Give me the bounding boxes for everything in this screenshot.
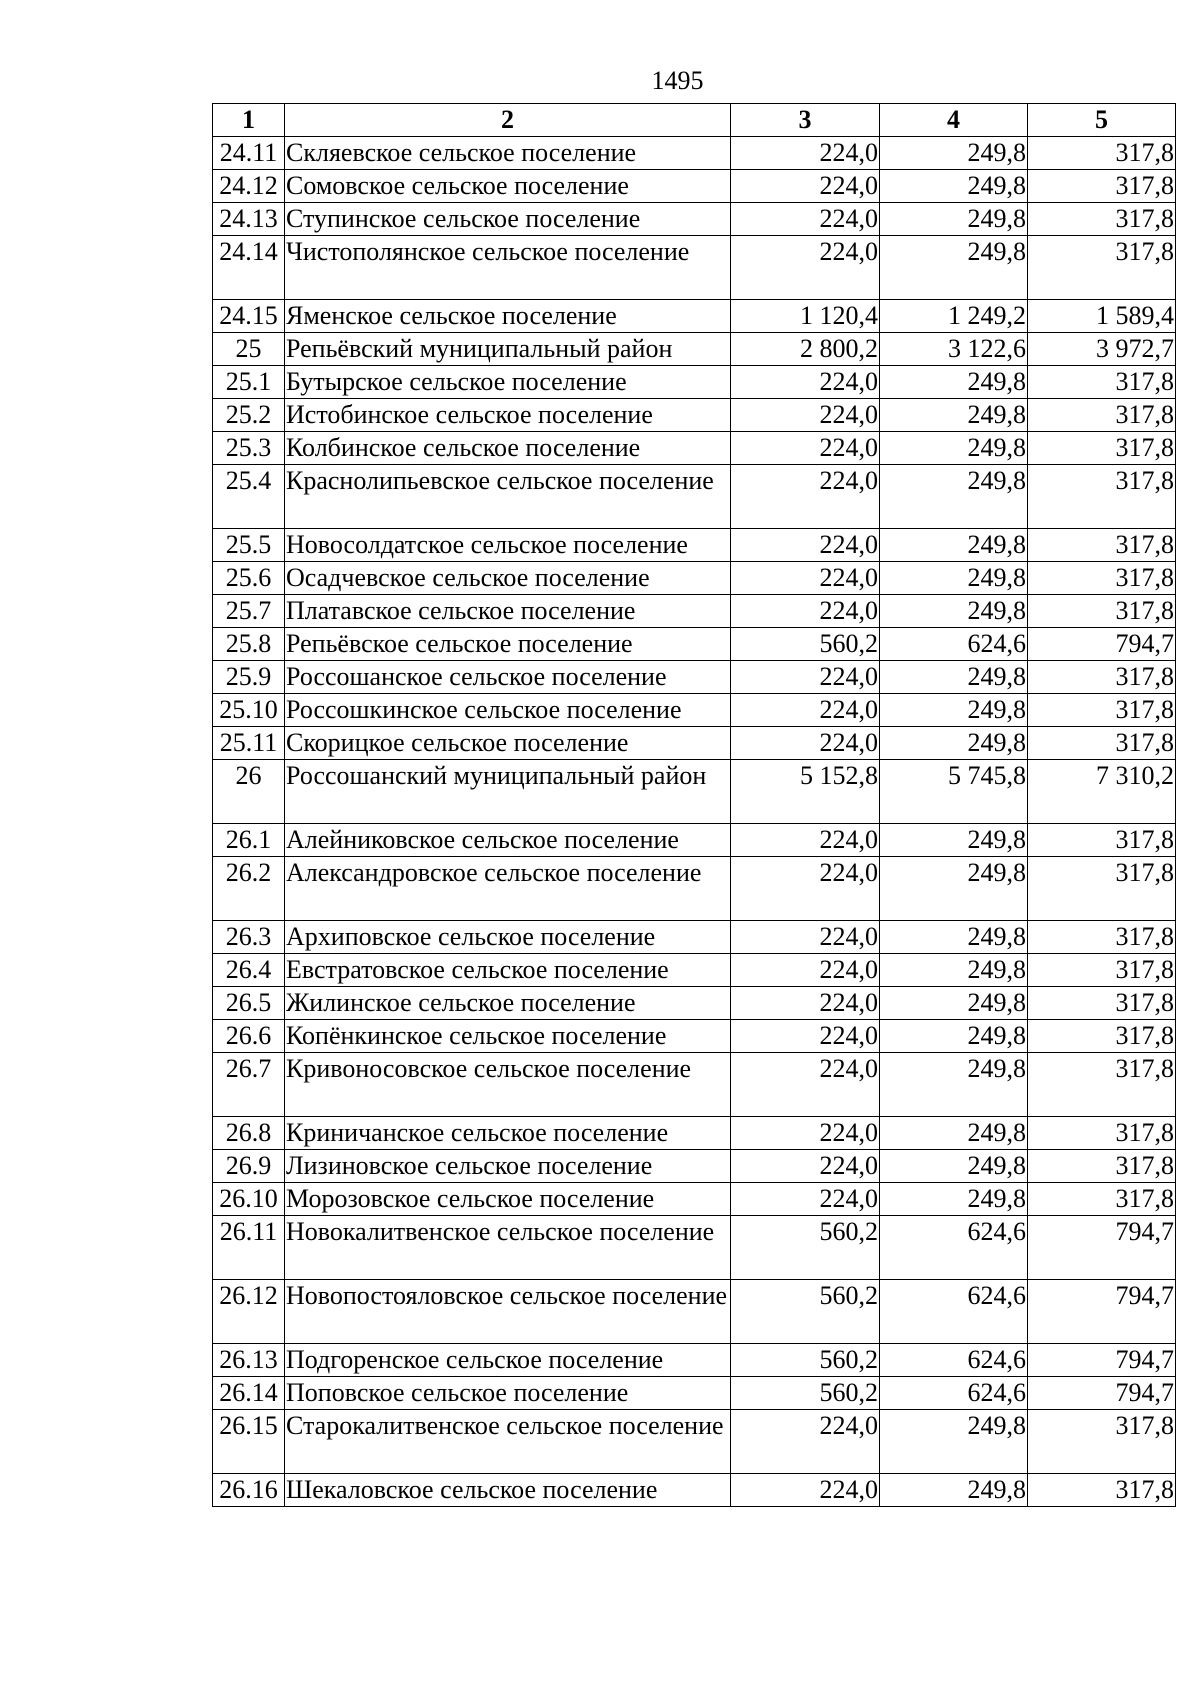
table-row [213, 1216, 1176, 1280]
value-col4-cell: 249,8 [880, 824, 1028, 857]
table-row [213, 987, 1176, 1020]
value-col3-cell: 224,0 [731, 987, 880, 1020]
value-col5-cell: 317,8 [1028, 432, 1176, 465]
row-number-cell: 26.9 [213, 1150, 285, 1183]
settlement-name-cell: Александровское сельское поселение [285, 857, 731, 921]
value-col3-cell: 560,2 [731, 628, 880, 661]
value-col5-cell: 1 589,4 [1028, 300, 1176, 333]
value-col5-cell: 317,8 [1028, 1020, 1176, 1053]
value-col5-cell: 794,7 [1028, 1280, 1176, 1344]
row-number-cell: 26.7 [213, 1053, 285, 1117]
table-row [213, 529, 1176, 562]
table-row [213, 727, 1176, 760]
row-number-cell: 25.6 [213, 562, 285, 595]
settlement-name-cell: Краснолипьевское сельское поселение [285, 465, 731, 529]
settlement-name-cell: Старокалитвенское сельское поселение [285, 1410, 731, 1474]
value-col5-cell: 317,8 [1028, 987, 1176, 1020]
row-number-cell: 25.3 [213, 432, 285, 465]
value-col3-cell: 224,0 [731, 366, 880, 399]
value-col3-cell: 224,0 [731, 1410, 880, 1474]
table-row [213, 203, 1176, 236]
table-row [213, 694, 1176, 727]
settlement-name-cell: Скорицкое сельское поселение [285, 727, 731, 760]
row-number-cell: 25.10 [213, 694, 285, 727]
table-row [213, 300, 1176, 333]
row-number-cell: 26.8 [213, 1117, 285, 1150]
settlement-name-cell: Алейниковское сельское поселение [285, 824, 731, 857]
value-col4-cell: 624,6 [880, 1377, 1028, 1410]
table-row [213, 1020, 1176, 1053]
value-col3-cell: 224,0 [731, 236, 880, 300]
row-number-cell: 25.1 [213, 366, 285, 399]
value-col4-cell: 249,8 [880, 661, 1028, 694]
value-col3-cell: 224,0 [731, 1183, 880, 1216]
row-number-cell: 24.13 [213, 203, 285, 236]
value-col3-cell: 224,0 [731, 954, 880, 987]
value-col5-cell: 317,8 [1028, 1150, 1176, 1183]
row-number-cell: 24.12 [213, 170, 285, 203]
settlement-name-cell: Поповское сельское поселение [285, 1377, 731, 1410]
table-row [213, 1474, 1176, 1507]
value-col5-cell: 317,8 [1028, 465, 1176, 529]
value-col3-cell: 224,0 [731, 203, 880, 236]
settlement-name-cell: Морозовское сельское поселение [285, 1183, 731, 1216]
value-col4-cell: 5 745,8 [880, 760, 1028, 824]
value-col4-cell: 249,8 [880, 1183, 1028, 1216]
value-col4-cell: 249,8 [880, 366, 1028, 399]
settlement-name-cell: Платавское сельское поселение [285, 595, 731, 628]
value-col3-cell: 224,0 [731, 1474, 880, 1507]
settlement-name-cell: Россошанский муниципальный район [285, 760, 731, 824]
value-col4-cell: 249,8 [880, 1410, 1028, 1474]
row-number-cell: 25.5 [213, 529, 285, 562]
value-col4-cell: 249,8 [880, 1150, 1028, 1183]
row-number-cell: 26.4 [213, 954, 285, 987]
value-col4-cell: 624,6 [880, 1344, 1028, 1377]
row-number-cell: 25.9 [213, 661, 285, 694]
table-body [213, 137, 1176, 1507]
settlement-name-cell: Яменское сельское поселение [285, 300, 731, 333]
row-number-cell: 26.12 [213, 1280, 285, 1344]
value-col5-cell: 317,8 [1028, 661, 1176, 694]
value-col5-cell: 794,7 [1028, 1344, 1176, 1377]
value-col5-cell: 317,8 [1028, 921, 1176, 954]
table-row [213, 366, 1176, 399]
row-number-cell: 26.14 [213, 1377, 285, 1410]
value-col4-cell: 249,8 [880, 432, 1028, 465]
value-col4-cell: 249,8 [880, 236, 1028, 300]
value-col4-cell: 1 249,2 [880, 300, 1028, 333]
column-header-4: 4 [880, 104, 1028, 137]
value-col5-cell: 317,8 [1028, 954, 1176, 987]
row-number-cell: 24.15 [213, 300, 285, 333]
row-number-cell: 25.7 [213, 595, 285, 628]
table-row [213, 954, 1176, 987]
table-row [213, 1117, 1176, 1150]
value-col3-cell: 224,0 [731, 1053, 880, 1117]
value-col4-cell: 249,8 [880, 1474, 1028, 1507]
value-col4-cell: 249,8 [880, 1053, 1028, 1117]
table-header-row [213, 104, 1176, 137]
value-col5-cell: 317,8 [1028, 170, 1176, 203]
settlement-name-cell: Подгоренское сельское поселение [285, 1344, 731, 1377]
column-header-5: 5 [1028, 104, 1176, 137]
value-col4-cell: 249,8 [880, 399, 1028, 432]
table-row [213, 1377, 1176, 1410]
table-row [213, 333, 1176, 366]
value-col4-cell: 3 122,6 [880, 333, 1028, 366]
settlement-name-cell: Бутырское сельское поселение [285, 366, 731, 399]
value-col5-cell: 317,8 [1028, 1474, 1176, 1507]
value-col4-cell: 249,8 [880, 529, 1028, 562]
value-col5-cell: 3 972,7 [1028, 333, 1176, 366]
settlement-name-cell: Сомовское сельское поселение [285, 170, 731, 203]
table-row [213, 661, 1176, 694]
value-col3-cell: 224,0 [731, 824, 880, 857]
value-col3-cell: 224,0 [731, 694, 880, 727]
value-col3-cell: 224,0 [731, 857, 880, 921]
table-row [213, 1053, 1176, 1117]
row-number-cell: 25.11 [213, 727, 285, 760]
settlement-name-cell: Репьёвское сельское поселение [285, 628, 731, 661]
row-number-cell: 26.3 [213, 921, 285, 954]
settlement-name-cell: Копёнкинское сельское поселение [285, 1020, 731, 1053]
row-number-cell: 24.11 [213, 137, 285, 170]
table-row [213, 921, 1176, 954]
value-col3-cell: 224,0 [731, 1020, 880, 1053]
value-col5-cell: 317,8 [1028, 203, 1176, 236]
value-col4-cell: 249,8 [880, 954, 1028, 987]
value-col5-cell: 317,8 [1028, 399, 1176, 432]
value-col4-cell: 249,8 [880, 203, 1028, 236]
row-number-cell: 26.1 [213, 824, 285, 857]
row-number-cell: 26.11 [213, 1216, 285, 1280]
value-col3-cell: 224,0 [731, 727, 880, 760]
value-col3-cell: 224,0 [731, 170, 880, 203]
value-col5-cell: 794,7 [1028, 628, 1176, 661]
value-col5-cell: 317,8 [1028, 595, 1176, 628]
table-row [213, 1150, 1176, 1183]
column-header-1: 1 [213, 104, 285, 137]
value-col3-cell: 224,0 [731, 529, 880, 562]
row-number-cell: 24.14 [213, 236, 285, 300]
settlement-name-cell: Ступинское сельское поселение [285, 203, 731, 236]
settlement-name-cell: Жилинское сельское поселение [285, 987, 731, 1020]
value-col5-cell: 317,8 [1028, 529, 1176, 562]
table-row [213, 399, 1176, 432]
value-col5-cell: 317,8 [1028, 236, 1176, 300]
table-row [213, 236, 1176, 300]
value-col4-cell: 249,8 [880, 921, 1028, 954]
row-number-cell: 26.5 [213, 987, 285, 1020]
row-number-cell: 25 [213, 333, 285, 366]
settlement-name-cell: Истобинское сельское поселение [285, 399, 731, 432]
table-row [213, 1344, 1176, 1377]
settlement-name-cell: Лизиновское сельское поселение [285, 1150, 731, 1183]
row-number-cell: 25.4 [213, 465, 285, 529]
value-col5-cell: 317,8 [1028, 137, 1176, 170]
value-col5-cell: 7 310,2 [1028, 760, 1176, 824]
settlement-name-cell: Архиповское сельское поселение [285, 921, 731, 954]
settlement-name-cell: Репьёвский муниципальный район [285, 333, 731, 366]
value-col3-cell: 1 120,4 [731, 300, 880, 333]
settlement-name-cell: Кривоносовское сельское поселение [285, 1053, 731, 1117]
row-number-cell: 26.2 [213, 857, 285, 921]
row-number-cell: 25.2 [213, 399, 285, 432]
value-col3-cell: 560,2 [731, 1344, 880, 1377]
table-row [213, 760, 1176, 824]
value-col4-cell: 249,8 [880, 694, 1028, 727]
row-number-cell: 26 [213, 760, 285, 824]
value-col3-cell: 224,0 [731, 137, 880, 170]
value-col4-cell: 249,8 [880, 1020, 1028, 1053]
table-row [213, 628, 1176, 661]
value-col4-cell: 249,8 [880, 562, 1028, 595]
value-col5-cell: 317,8 [1028, 1183, 1176, 1216]
settlement-name-cell: Россошкинское сельское поселение [285, 694, 731, 727]
value-col4-cell: 249,8 [880, 595, 1028, 628]
value-col4-cell: 249,8 [880, 1117, 1028, 1150]
settlement-name-cell: Осадчевское сельское поселение [285, 562, 731, 595]
value-col5-cell: 317,8 [1028, 694, 1176, 727]
value-col4-cell: 249,8 [880, 465, 1028, 529]
value-col3-cell: 224,0 [731, 595, 880, 628]
settlement-name-cell: Чистополянское сельское поселение [285, 236, 731, 300]
table-row [213, 1280, 1176, 1344]
value-col4-cell: 249,8 [880, 857, 1028, 921]
settlement-name-cell: Россошанское сельское поселение [285, 661, 731, 694]
value-col4-cell: 249,8 [880, 137, 1028, 170]
table-row [213, 562, 1176, 595]
value-col3-cell: 560,2 [731, 1216, 880, 1280]
settlement-name-cell: Криничанское сельское поселение [285, 1117, 731, 1150]
value-col3-cell: 560,2 [731, 1377, 880, 1410]
table-row [213, 465, 1176, 529]
column-header-2: 2 [285, 104, 731, 137]
value-col5-cell: 317,8 [1028, 366, 1176, 399]
value-col5-cell: 794,7 [1028, 1377, 1176, 1410]
value-col5-cell: 317,8 [1028, 562, 1176, 595]
value-col3-cell: 224,0 [731, 1150, 880, 1183]
value-col4-cell: 249,8 [880, 170, 1028, 203]
settlement-name-cell: Колбинское сельское поселение [285, 432, 731, 465]
value-col3-cell: 224,0 [731, 562, 880, 595]
value-col5-cell: 317,8 [1028, 727, 1176, 760]
value-col3-cell: 224,0 [731, 921, 880, 954]
settlement-name-cell: Новосолдатское сельское поселение [285, 529, 731, 562]
settlement-name-cell: Евстратовское сельское поселение [285, 954, 731, 987]
row-number-cell: 26.10 [213, 1183, 285, 1216]
table-row [213, 857, 1176, 921]
settlement-name-cell: Новокалитвенское сельское поселение [285, 1216, 731, 1280]
table-row [213, 432, 1176, 465]
row-number-cell: 25.8 [213, 628, 285, 661]
value-col4-cell: 249,8 [880, 727, 1028, 760]
value-col3-cell: 224,0 [731, 1117, 880, 1150]
table-row [213, 824, 1176, 857]
value-col4-cell: 624,6 [880, 628, 1028, 661]
value-col5-cell: 317,8 [1028, 1410, 1176, 1474]
table-row [213, 595, 1176, 628]
row-number-cell: 26.6 [213, 1020, 285, 1053]
row-number-cell: 26.13 [213, 1344, 285, 1377]
value-col4-cell: 624,6 [880, 1216, 1028, 1280]
settlement-name-cell: Шекаловское сельское поселение [285, 1474, 731, 1507]
value-col4-cell: 624,6 [880, 1280, 1028, 1344]
table-row [213, 1183, 1176, 1216]
value-col5-cell: 317,8 [1028, 1053, 1176, 1117]
value-col3-cell: 224,0 [731, 432, 880, 465]
value-col3-cell: 5 152,8 [731, 760, 880, 824]
settlement-name-cell: Скляевское сельское поселение [285, 137, 731, 170]
value-col3-cell: 2 800,2 [731, 333, 880, 366]
value-col3-cell: 224,0 [731, 661, 880, 694]
allocation-table [212, 103, 1176, 1507]
table-row [213, 170, 1176, 203]
value-col3-cell: 560,2 [731, 1280, 880, 1344]
value-col3-cell: 224,0 [731, 465, 880, 529]
row-number-cell: 26.15 [213, 1410, 285, 1474]
table-row [213, 1410, 1176, 1474]
value-col4-cell: 249,8 [880, 987, 1028, 1020]
page-number: 1495 [651, 66, 704, 95]
value-col5-cell: 317,8 [1028, 1117, 1176, 1150]
settlement-name-cell: Новопостояловское сельское поселение [285, 1280, 731, 1344]
value-col3-cell: 224,0 [731, 399, 880, 432]
column-header-3: 3 [731, 104, 880, 137]
row-number-cell: 26.16 [213, 1474, 285, 1507]
value-col5-cell: 317,8 [1028, 857, 1176, 921]
value-col5-cell: 794,7 [1028, 1216, 1176, 1280]
table-row [213, 137, 1176, 170]
value-col5-cell: 317,8 [1028, 824, 1176, 857]
